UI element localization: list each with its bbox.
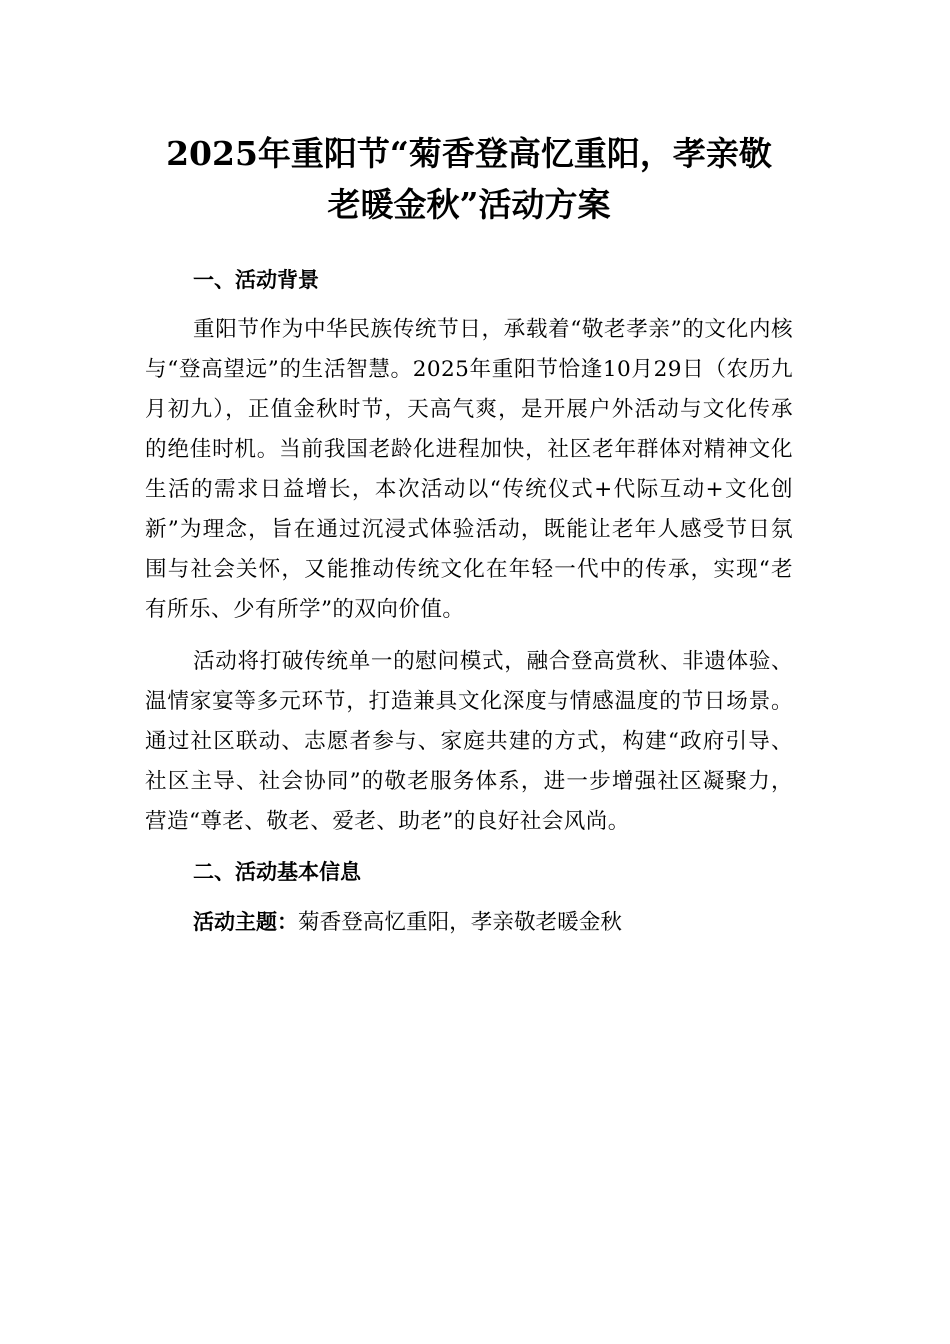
field-value-theme: 菊香登高忆重阳，孝亲敬老暖金秋: [298, 910, 622, 935]
background-paragraph-2: 活动将打破传统单一的慰问模式，融合登高赏秋、非遗体验、温情家宴等多元环节，打造兼具文化深度与情感温度的节日场景。通过社区联动、志愿者参与、家庭共建的方式，构建“政府引导、社区主导、社会协同”的敬老服务体系，进一步增强社区凝聚力，营造“尊老、敬老、爱老、助老”的良好社会风尚。: [145, 649, 793, 834]
section-heading-basic-info: 二、活动基本信息: [193, 860, 361, 884]
background-paragraph-1: 重阳节作为中华民族传统节日，承载着“敬老孝亲”的文化内核与“登高望远”的生活智慧。2025年重阳节恰逢10月29日（农历九月初九），正值金秋时节，天高气爽，是开展户外活动与文化传承的绝佳时机。当前我国老龄化进程加快，社区老年群体对精神文化生活的需求日益增长，本次活动以“传统仪式+代际互动+文化创新”为理念，旨在通过沉浸式体验活动，既能让老年人感受节日氛围与社会关怀，又能推动传统文化在年轻一代中的传承，实现“老有所乐、少有所学”的双向价值。: [145, 317, 793, 622]
title-line-1: 2025年重阳节“菊香登高忆重阳，孝亲敬: [166, 134, 772, 173]
document-title: [145, 128, 793, 230]
field-activity-theme: [145, 902, 793, 943]
document-page: [145, 128, 793, 943]
title-line-2: 老暖金秋”活动方案: [327, 185, 611, 224]
section-heading-background: 一、活动背景: [193, 268, 319, 292]
field-label-theme: 活动主题：: [193, 910, 298, 934]
